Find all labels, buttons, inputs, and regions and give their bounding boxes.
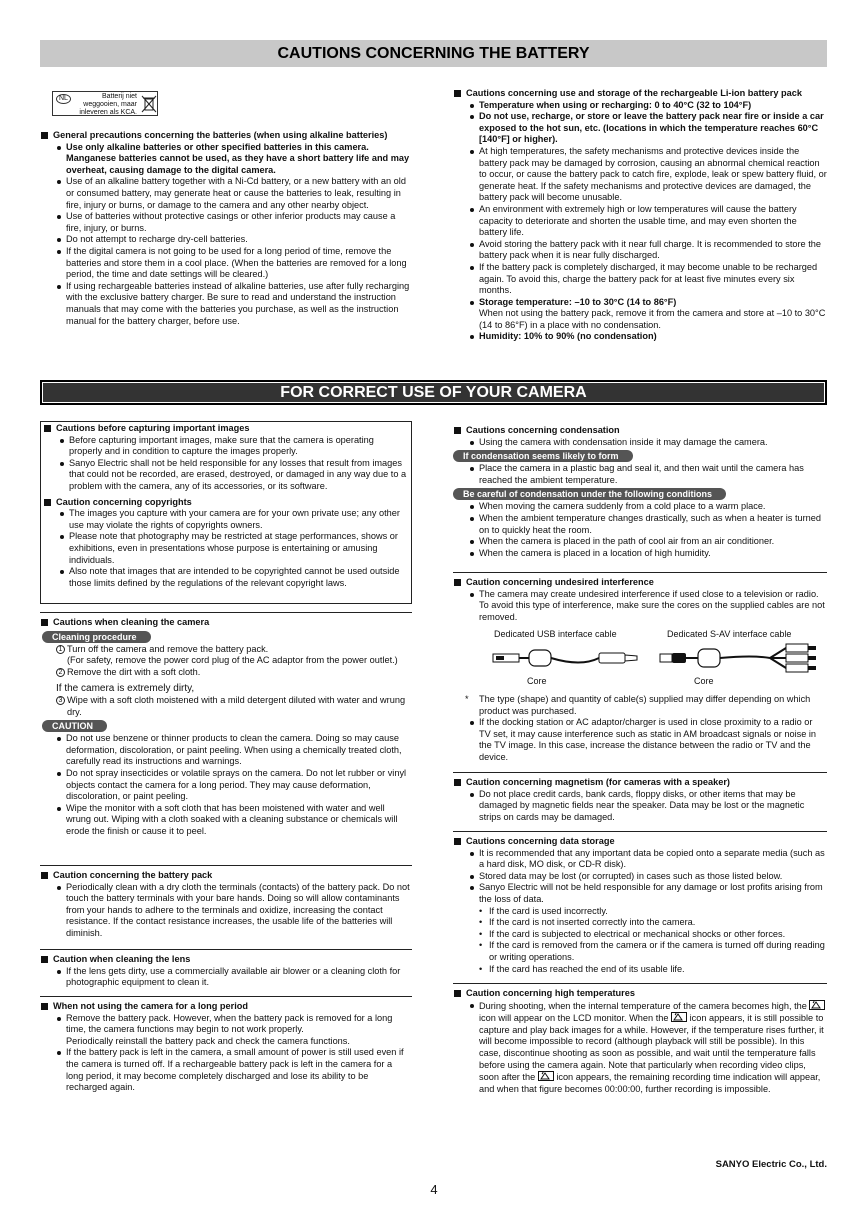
magnetism-heading: Caution concerning magnetism (for cameras with a speaker)	[453, 777, 827, 789]
battery-banner: CAUTIONS CONCERNING THE BATTERY	[40, 40, 827, 67]
asterisk: *	[465, 694, 469, 704]
condensation-section	[453, 425, 827, 559]
list-item: Place the camera in a plastic bag and seal it, and then wait until the camera has reached the ambient temperature.	[469, 463, 827, 486]
battery-general-section	[40, 130, 412, 327]
condensation-careful-list	[469, 501, 827, 559]
list-item: Do not spray insecticides or volatile sprays on the camera. Do not let rubber or vinyl objects contact the camera for a long period. They may cause deformation, discoloration, or paint peeling.	[56, 768, 412, 803]
nl-badge: NL	[56, 94, 71, 104]
step-number: 3	[56, 696, 65, 705]
list-item: If the digital camera is not going to be used for a long period of time, remove the batteries and store them in a cool place. (When the batteries are removed for a long period, the time and date settings will be cleared.)	[56, 246, 412, 281]
step-text: Wipe with a soft cloth moistened with a mild detergent diluted with water and wrung dry.	[67, 694, 406, 717]
condensation-likely-pill: If condensation seems likely to form	[453, 450, 633, 462]
lens-section	[40, 949, 412, 989]
high-temp-list	[469, 1000, 827, 1096]
list-item: When the camera is placed in a location of high humidity.	[469, 548, 827, 560]
interference-list	[469, 589, 827, 624]
cleaning-heading: Cautions when cleaning the camera	[40, 617, 412, 629]
list-item: Periodically clean with a dry cloth the terminals (contacts) of the battery pack. Do not touch the battery terminals with your bare hands. Doing so will allow contaminants from your hands to adhere to the terminals and oxidize, increasing the contact resistance. If the contact resistance increases, the usable life of the batteries will diminish.	[56, 882, 412, 940]
list-item: • If the card is used incorrectly.	[479, 906, 827, 918]
step-number: 2	[56, 668, 65, 677]
high-temp-heading: Caution concerning high temperatures	[453, 988, 827, 1000]
kca-text	[69, 93, 137, 117]
high-temp-section	[453, 983, 827, 1095]
copyright-heading: Caution concerning copyrights	[43, 497, 408, 509]
note-text: The type (shape) and quantity of cable(s) supplied may differ depending on which product was purchased.	[479, 694, 811, 716]
data-storage-sublist	[479, 906, 827, 976]
usb-core-label: Core	[527, 676, 547, 686]
list-item: Sanyo Electric will not be held responsible for any damage or lost profits arising from the loss of data.	[469, 882, 827, 905]
camera-banner: FOR CORRECT USE OF YOUR CAMERA	[40, 380, 827, 405]
important-heading: Cautions before capturing important images	[43, 423, 408, 435]
list-item: Temperature when using or recharging: 0 to 40°C (32 to 104°F)	[469, 100, 827, 112]
usb-cable-icon	[491, 645, 641, 673]
list-item: Using the camera with condensation inside it may damage the camera.	[469, 437, 827, 449]
battery-pack-list	[56, 882, 412, 940]
caution-list	[56, 733, 412, 837]
step-number: 1	[56, 645, 65, 654]
list-item: Use of an alkaline battery together with a Ni-Cd battery, or a new battery with an old or consumed battery, may generate heat or cause the batteries to leak, resulting in fire, injury or burns, or damage to the camera and any other nearby object.	[56, 176, 412, 211]
list-item: If the battery pack is left in the camera, a small amount of power is still used even if the camera is turned off. If a rechargeable battery pack is left in the camera for a long period, it may become completely discharged and lose its ability to be recharged again.	[56, 1047, 412, 1093]
cleaning-step-1-note: (For safety, remove the power cord plug of the AC adaptor from the power outlet.)	[67, 655, 398, 666]
list-item: Do not place credit cards, bank cards, floppy disks, or other items that may be damaged by magnetic fields near the speaker. Data may be lost or the magnetic strips on cards may be damaged.	[469, 789, 827, 824]
liion-heading: Cautions concerning use and storage of the rechargeable Li-ion battery pack	[453, 88, 827, 100]
list-item: It is recommended that any important data be copied onto a separate media (such as a hard disk, MO disk, or CD-R disk).	[469, 848, 827, 871]
condensation-list	[469, 437, 827, 449]
list-item: Do not attempt to recharge dry-cell batteries.	[56, 234, 412, 246]
list-item: Before capturing important images, make sure that the camera is operating properly and in condition to capture the images properly.	[59, 435, 408, 458]
list-item: • If the card has reached the end of its usable life.	[479, 964, 827, 976]
battery-pack-heading: Caution concerning the battery pack	[40, 870, 412, 882]
list-item	[56, 1013, 412, 1048]
caution-pill: CAUTION	[42, 720, 107, 732]
data-storage-heading: Cautions concerning data storage	[453, 836, 827, 848]
magnetism-list	[469, 789, 827, 824]
list-item: An environment with extremely high or low temperatures will cause the battery capacity to deteriorate and shorten the usable time, and may even shorten the battery life.	[469, 204, 827, 239]
interference-heading: Caution concerning undesired interference	[453, 577, 827, 589]
lens-list	[56, 966, 412, 989]
data-storage-section	[453, 831, 827, 975]
list-item: If using rechargeable batteries instead of alkaline batteries, use after fully recharging with the exclusive battery charger. Be sure to read and understand the instruction manuals that may come with the batteries you purchase, as well as the instruction manual for the battery charger, before use.	[56, 281, 412, 327]
item-text: Periodically reinstall the battery pack and check the camera functions.	[66, 1035, 350, 1046]
list-item: Wipe the monitor with a soft cloth that has been moistened with water and well wrung out. Wiping with a cloth soaked with a cleaning substance or chemicals will erode the finish or cause it to peel.	[56, 803, 412, 838]
list-item	[469, 1000, 827, 1096]
text: During shooting, when the internal temperature of the camera becomes high, the	[479, 1000, 807, 1011]
important-list	[59, 435, 408, 493]
list-item: When the camera is placed in the path of cool air from an air conditioner.	[469, 536, 827, 548]
kca-line: inleveren als KCA.	[79, 109, 137, 116]
list-item: The images you capture with your camera are for your own private use; any other use may violate the rights of copyrights owners.	[59, 508, 408, 531]
cleaning-step-3	[56, 695, 412, 718]
kca-line: Batterij niet	[101, 93, 137, 100]
long-period-heading: When not using the camera for a long period	[40, 1001, 412, 1013]
list-item: Do not use, recharge, or store or leave the battery pack near fire or inside a car exposed to the hot sun, etc. (locations in which the temperature reaches 60°C [140°F] or higher).	[469, 111, 827, 146]
data-storage-list	[469, 848, 827, 906]
kca-label	[52, 91, 158, 116]
list-item: At high temperatures, the safety mechanisms and protective devices inside the battery pack may be damaged by corrosion, causing an abnormal chemical reaction to occur, or cause the battery pack to catch fire, explode, leak or spew battery fluid, or generate heat. If the safety mechanisms and protective devices are damaged, the battery pack will become unusable.	[469, 146, 827, 204]
lens-heading: Caution when cleaning the lens	[40, 954, 412, 966]
magnetism-section	[453, 772, 827, 823]
temperature-warning-icon	[671, 1012, 687, 1022]
interference-list-2	[469, 717, 825, 763]
sav-core-label: Core	[694, 676, 714, 686]
list-item: • If the card is subjected to electrical or mechanical shocks or other forces.	[479, 929, 827, 941]
step-text: Turn off the camera and remove the battery pack.	[67, 643, 269, 654]
temperature-warning-icon	[538, 1071, 554, 1081]
general-heading: General precautions concerning the batteries (when using alkaline batteries)	[40, 130, 412, 142]
list-item: Use of batteries without protective casings or other inferior products may cause a fire, injury, or burns.	[56, 211, 412, 234]
list-item	[469, 297, 827, 332]
text: icon will appear on the LCD monitor. When the	[479, 1013, 669, 1024]
long-period-section	[40, 996, 412, 1094]
temperature-warning-icon	[809, 1000, 825, 1010]
condensation-likely-list	[469, 463, 827, 486]
long-period-list	[56, 1013, 412, 1094]
extremely-dirty-note: If the camera is extremely dirty,	[56, 683, 195, 695]
page-number: 4	[430, 1182, 438, 1197]
cleaning-section	[40, 612, 412, 838]
cleaning-procedure-pill: Cleaning procedure	[42, 631, 151, 643]
interference-notes	[465, 694, 825, 764]
copyright-list	[59, 508, 408, 589]
list-item: Also note that images that are intended to be copyrighted cannot be used outside those limits defined by the regulations of the relevant copyright laws.	[59, 566, 408, 589]
list-item: Avoid storing the battery pack with it near full charge. It is recommended to store the battery pack when it is near fully discharged.	[469, 239, 827, 262]
item-text: Remove the battery pack. However, when the battery pack is removed for a long time, the camera functions may begin to not work properly.	[66, 1012, 393, 1035]
step-text: Remove the dirt with a soft cloth.	[67, 666, 201, 677]
list-item: Humidity: 10% to 90% (no condensation)	[469, 331, 827, 343]
condensation-heading: Cautions concerning condensation	[453, 425, 827, 437]
list-item: When moving the camera suddenly from a cold place to a warm place.	[469, 501, 827, 513]
text: icon appears, it is still possible to capture and play back images for a while. However, if the temperature rises further, it will become impossible to record (although playback will still be possible). In this case, discontinue shooting as soon as possible, and wait until the temperature falls before using the camera again. Note that particularly when recording video clips, soon after the	[479, 1013, 824, 1083]
list-item: Do not use benzene or thinner products to clean the camera. Doing so may cause deformation, discoloration, or paint peeling. When using a chemically treated cloth, carefully read its instructions and warnings.	[56, 733, 412, 768]
list-item: The camera may create undesired interference if used close to a television or radio. To avoid this type of interference, make sure the cores on the supplied cables are not removed.	[469, 589, 827, 624]
battery-pack-section	[40, 865, 412, 940]
list-item: Use only alkaline batteries or other specified batteries in this camera. Manganese batteries cannot be used, as they have a short battery life and may overheat, causing damage to the digital camera.	[56, 142, 412, 177]
sav-cable-icon	[658, 643, 823, 673]
important-copyright-box	[40, 421, 412, 604]
list-item: Stored data may be lost (or corrupted) in cases such as those listed below.	[469, 871, 827, 883]
kca-line: weggooien, maar	[83, 101, 137, 108]
list-item: If the docking station or AC adaptor/charger is used in close proximity to a radio or TV set, it may cause interference such as static in AM broadcast signals or noise in the TV image. In this case, increase the distance between the radio or TV and the device.	[469, 717, 825, 763]
sav-cable-label: Dedicated S-AV interface cable	[667, 629, 792, 639]
company-name: SANYO Electric Co., Ltd.	[715, 1159, 827, 1170]
condensation-careful-pill: Be careful of condensation under the following conditions	[453, 488, 726, 500]
storage-temp-label: Storage temperature: –10 to 30°C (14 to 86°F)	[479, 296, 677, 307]
list-item: If the lens gets dirty, use a commercially available air blower or a cleaning cloth for photographic equipment to clean it.	[56, 966, 412, 989]
cleaning-step-1	[56, 644, 412, 656]
cleaning-step-2	[56, 667, 412, 679]
usb-cable-label: Dedicated USB interface cable	[494, 629, 617, 639]
interference-section	[453, 572, 827, 768]
list-item: • If the card is removed from the camera or if the camera is turned off during reading or writing operations.	[479, 940, 827, 963]
list-item: • If the card is not inserted correctly into the camera.	[479, 917, 827, 929]
crossed-bin-icon	[141, 93, 157, 115]
storage-temp-text: When not using the battery pack, remove it from the camera and store at –10 to 30°C (14 to 86°F) in a place with no condensation.	[479, 308, 826, 330]
cable-note	[465, 694, 825, 717]
list-item: When the ambient temperature changes drastically, such as when a heater is turned on to quickly heat the room.	[469, 513, 827, 536]
general-list	[56, 142, 412, 328]
list-item: If the battery pack is completely discharged, it may become unable to be recharged again. To avoid this, charge the battery pack for at least five minutes every six months.	[469, 262, 827, 297]
liion-list	[469, 100, 827, 343]
text: icon appears, the remaining recording time indication will appear, and when that figure becomes 00:00:00, further recording is impossible.	[479, 1072, 821, 1094]
list-item: Please note that photography may be restricted at stage performances, shows or exhibitions, even in presentations whose purpose is entertaining or amusing individuals.	[59, 531, 408, 566]
list-item: Sanyo Electric shall not be held responsible for any losses that result from images that could not be recorded, are erased, destroyed, or damaged in any way due to a problem with the camera, any of its accessories, or its software.	[59, 458, 408, 493]
battery-liion-section	[453, 88, 827, 343]
